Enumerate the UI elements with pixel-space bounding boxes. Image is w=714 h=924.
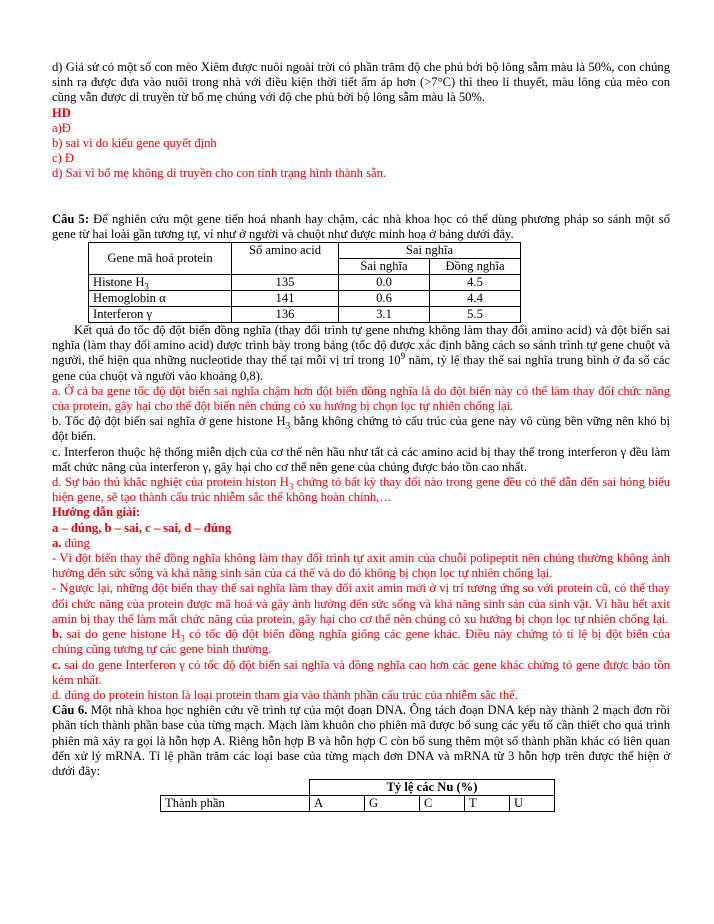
q5-statement-c: c. Interferon thuộc hệ thống miễn dịch của cơ thể nên hầu như tất cả các amino acid bị thay thế trong interferon γ đều làm mất chức năng của interferon γ, gây hại cho cơ thể nên gene của chúng được bảo tồn cao nhất. xyxy=(52,444,670,474)
header-gene: Gene mã hoá protein xyxy=(89,243,232,275)
q4-answer-c: c) Đ xyxy=(52,151,75,166)
amino-acid-count: 135 xyxy=(232,275,339,291)
table-row xyxy=(89,291,521,307)
guide-a: a. đúng xyxy=(52,535,90,550)
q5-intro-text: Để nghiên cứu một gene tiến hoá nhanh hay chậm, các nhà khoa học có thể dùng phương pháp so sánh một số gene từ hai loài gần tương tự, ví như ở người và chuột như được minh hoạ ở bảng dưới đây. xyxy=(52,211,670,241)
synonymous-rate: 4.4 xyxy=(430,291,521,307)
gene-name: Interferon γ xyxy=(89,307,232,323)
header-group: Sai nghĩa xyxy=(339,243,521,259)
col-u: U xyxy=(510,796,555,812)
guide-d: d. đúng do protein histon là loại protein tham gia vào thành phần cấu trúc của nhiễm sắc thể. xyxy=(52,687,518,702)
q5-statement-d: d. Sự bảo thủ khắc nghiệt của protein histon $H_3$ chứng tỏ bất kỳ thay đổi nào trong gene đều có thể dẫn đến sai hỏng biểu hiện gene, sẽ tạo thành cấu trúc nhiễm sắc thể không hoàn chỉnh,… xyxy=(52,475,670,505)
base-ratio-table xyxy=(160,779,555,812)
guide-a-explanation-1: - Vì đột biến thay thế đồng nghĩa không làm thay đổi trình tự axit amin của chuỗi polipeptit nên chúng thường không ảnh hưởng đến sức sống và khả năng sinh sản của cá thể và do đó không bị chọn lọc tự nhiên chống lại. xyxy=(52,551,670,581)
missense-rate: 3.1 xyxy=(339,307,430,323)
base-ratio-title: Tỷ lệ các Nu (%) xyxy=(310,780,555,796)
q5-statement-b: b. Tốc độ đột biến sai nghĩa ở gene histone $H_3$ bằng không chứng tỏ cấu trúc của gene này vô cùng bền vững nên khó bị đột biến. xyxy=(52,414,670,444)
table-row xyxy=(161,796,555,812)
q5-intro xyxy=(52,212,670,242)
document-content xyxy=(52,60,670,812)
q6-text: Câu 6. Một nhà khoa học nghiên cứu về trình tự của một đoạn DNA. Ông tách đoạn DNA kép này thành 2 mạch đơn rồi phân tích thành phần base của từng mạch. Mạch làm khuôn cho phiên mã được bổ sung các yếu tố cần thiết cho quá trình phiên mã xảy ra gọi là hỗn hợp A. Riêng hỗn hợp B và hỗn hợp C còn bổ sung thêm một số thành phần khác có liên quan đến xử lý mRNA. Tỉ lệ phần trăm các loại base của từng mạch đơn DNA và mRNA từ 3 hỗn hợp trên được thể hiện ở dưới đây: xyxy=(52,703,670,778)
guide-c: c. sai do gene Interferon γ có tốc độ đột biến sai nghĩa và đồng nghĩa cao hơn các gene khác chứng tỏ gene được bảo tồn kém nhất. xyxy=(52,657,671,687)
q4-statement-d: d) Giả sử có một số con mèo Xiêm được nuôi ngoài trời có phần trăm độ che phủ bởi bộ lông sẫm màu là 50%, con chúng sinh ra được đưa vào nuôi trong nhà với điều kiện thời tiết ấm áp hơn (>7°C) thì theo lí thuyết, màu lông của mèo con cũng vẫn được di truyền từ bố mẹ chúng với độ che phủ bởi bộ lông sẫm màu là 50%. xyxy=(52,60,670,105)
missense-rate: 0.6 xyxy=(339,291,430,307)
synonymous-rate: 4.5 xyxy=(430,275,521,291)
spacer xyxy=(52,182,670,212)
hd-label: HD xyxy=(52,105,71,120)
q4-answer-a: a)Đ xyxy=(52,120,71,135)
q5-result: Kết quả đo tốc độ đột biến đồng nghĩa (thay đổi trình tự gene nhưng không làm thay đổi amino acid) và đột biến sai nghĩa (làm thay đổi amino acid) được trình bày trong bảng (tốc độ được xác định bằng cách so sánh trình tự gene chuột và người, thể hiện qua những nucleotide thay thế tại mỗi vị trí trong $10^9$ năm, tỷ lệ thay thế sai nghĩa trung bình ở đa số các gene của chuột và người vào khoảng 0,8). xyxy=(52,323,670,383)
q5-statement-a: a. Ở cả ba gene tốc độ đột biến sai nghĩa chậm hơn đột biến đồng nghĩa là do đột biến này có thể làm thay đổi chức năng của protein, gây hại cho thể đột biến nên chúng có xu hướng bị chọn lọc tự nhiên chống lại. xyxy=(52,383,670,414)
missense-rate: 0.0 xyxy=(339,275,430,291)
table-header-row xyxy=(161,780,555,796)
col-c: C xyxy=(420,796,465,812)
col-g: G xyxy=(365,796,420,812)
q6-label: Câu 6. xyxy=(52,703,88,718)
amino-acid-count: 136 xyxy=(232,307,339,323)
gene-name: Hemoglobin α xyxy=(89,291,232,307)
guide-title: Hướng dẫn giải: xyxy=(52,505,141,520)
table-row xyxy=(89,275,521,291)
header-synonymous: Đồng nghĩa xyxy=(430,259,521,275)
table-header-row xyxy=(89,243,521,259)
table-corner xyxy=(161,780,310,796)
amino-acid-count: 141 xyxy=(232,291,339,307)
table-row xyxy=(89,307,521,323)
mutation-rate-table xyxy=(88,242,521,323)
guide-a-explanation-2: - Ngược lại, những đột biến thay thế sai nghĩa làm thay đổi axit amin mới ở vị trí tương ứng so với protein cũ, có thể thay đổi chức năng của protein được mã hoá và gây ảnh hưởng đến sức sống và khả năng sinh sản của sinh vật. Vì hầu hết axit amin bị thay thế làm mất chức năng của protein, gây hại cho cơ thể nên chúng có xu hướng bị chọn lọc tự nhiên chống lại. xyxy=(52,581,670,626)
gene-name: Histone $H_3$ xyxy=(89,275,232,291)
header-amino-acid: Số amino acid xyxy=(232,243,339,275)
row-label: Thành phần xyxy=(161,796,310,812)
guide-key: a – đúng, b – sai, c – sai, d – đúng xyxy=(52,520,232,535)
col-t: T xyxy=(465,796,510,812)
guide-b: b. sai do gene histone $H_3$ có tốc độ đột biến đồng nghĩa giống các gene khác. Điều này chứng tỏ tỉ lệ bị đột biến của chúng cũng tương tự các gene bình thường. xyxy=(52,627,670,657)
col-a: A xyxy=(310,796,365,812)
synonymous-rate: 5.5 xyxy=(430,307,521,323)
q5-label: Câu 5: xyxy=(52,211,90,226)
q4-answer-d: d) Sai vì bố mẹ không di truyền cho con tính trạng hình thành sẵn. xyxy=(52,166,387,181)
header-missense: Sai nghĩa xyxy=(339,259,430,275)
q4-answer-b: b) sai vì do kiểu gene quyết định xyxy=(52,136,217,151)
